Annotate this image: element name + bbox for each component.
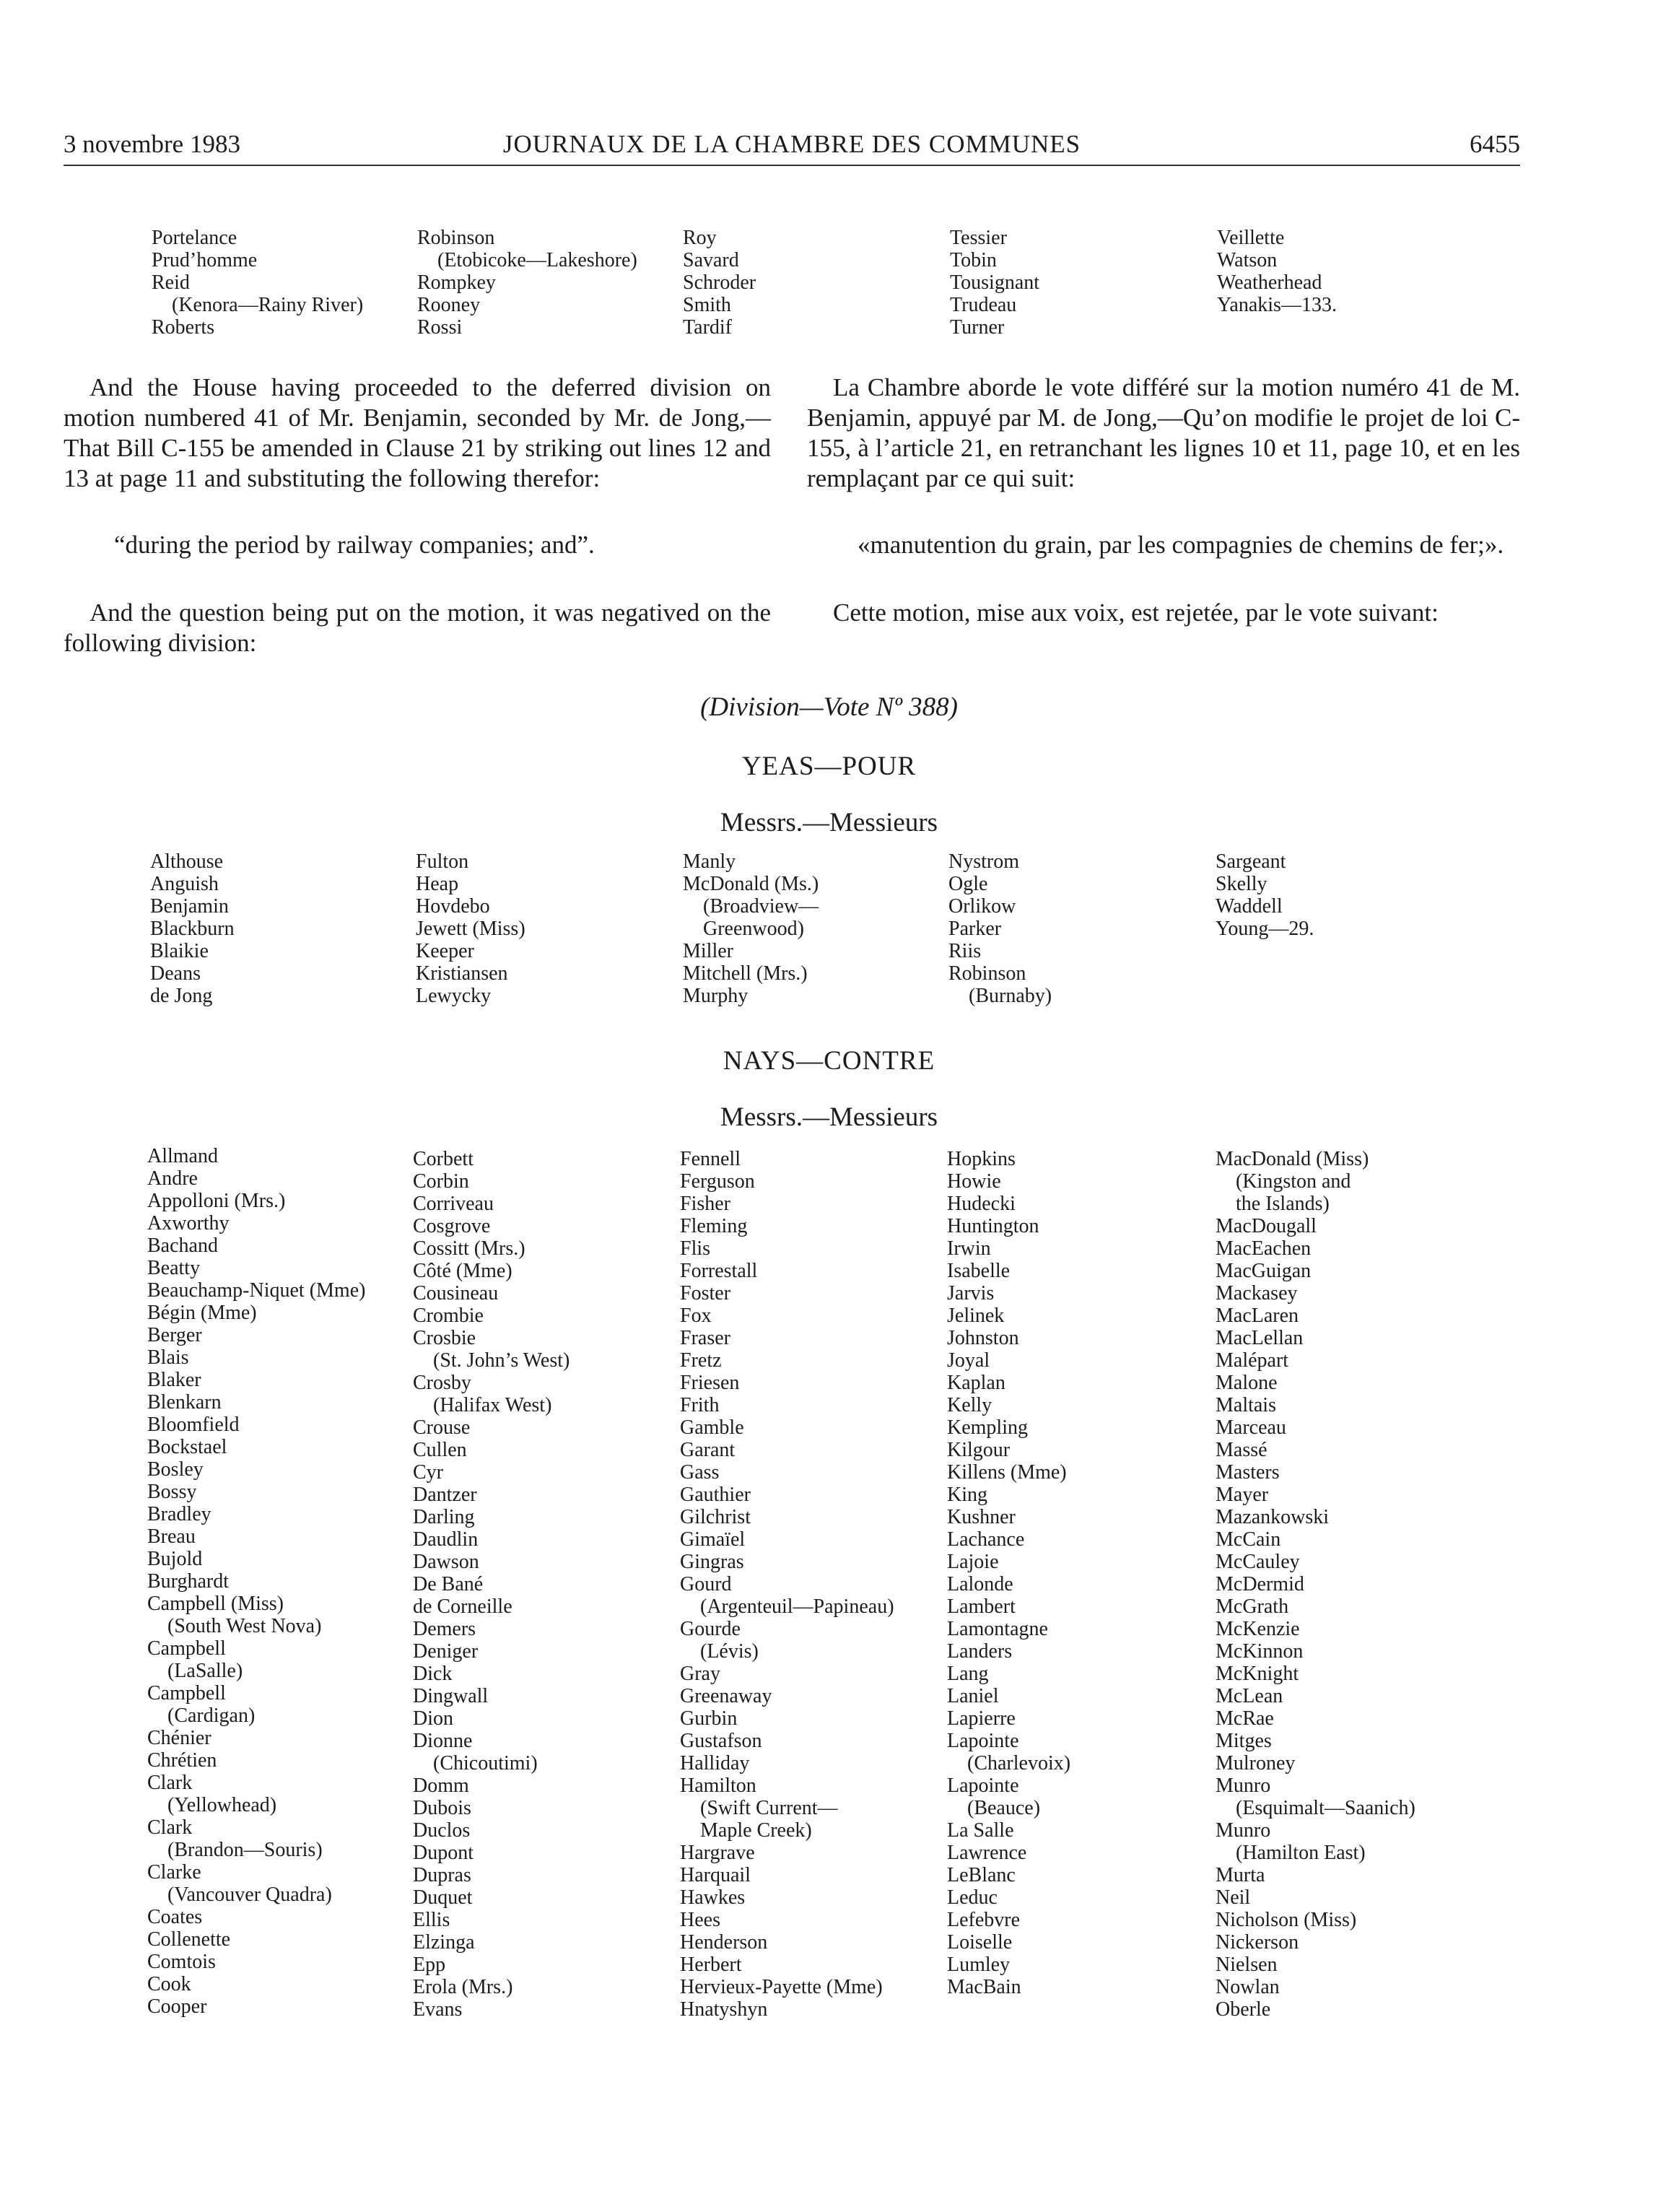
name-entry: Berger	[147, 1324, 202, 1346]
header-page-number: 6455	[1470, 130, 1520, 158]
name-entry: Epp	[413, 1954, 446, 1976]
yeas-heading: YEAS—POUR	[741, 752, 917, 781]
yeas-col-1	[150, 850, 235, 1007]
name-entry: Fretz	[680, 1349, 722, 1372]
name-entry: Hervieux-Payette (Mme)	[680, 1976, 883, 1998]
top-list-col-3	[683, 227, 756, 339]
name-entry: Bloomfield	[147, 1414, 240, 1436]
name-entry: Domm	[413, 1775, 469, 1797]
name-entry: Murphy	[683, 985, 749, 1007]
name-entry: Mitchell (Mrs.)	[683, 962, 808, 985]
name-entry: Clarke	[147, 1861, 201, 1884]
name-entry: Campbell	[147, 1637, 226, 1660]
name-entry: Lawrence	[947, 1842, 1027, 1864]
name-entry: Rooney	[417, 294, 481, 316]
amendment-quote-fr: «manutention du grain, par les compagnies de chemins de fer;».	[858, 531, 1504, 559]
nays-col-5	[1216, 1148, 1415, 2021]
name-entry: Masters	[1216, 1461, 1280, 1484]
name-entry: Dingwall	[413, 1685, 489, 1707]
name-entry: (Kenora—Rainy River)	[172, 294, 364, 316]
name-entry: Andre	[147, 1167, 198, 1190]
name-entry: Appolloni (Mrs.)	[147, 1190, 286, 1212]
name-entry: Blaker	[147, 1369, 201, 1391]
name-entry: (LaSalle)	[167, 1660, 243, 1682]
name-entry: Campbell (Miss)	[147, 1593, 284, 1615]
name-entry: Lapierre	[947, 1707, 1016, 1730]
name-entry: Watson	[1217, 249, 1278, 271]
amendment-quote-en: “during the period by railway companies; and”.	[114, 531, 595, 559]
name-entry: Corbett	[413, 1148, 474, 1170]
name-entry: Robinson	[417, 227, 495, 249]
name-entry: Lumley	[947, 1954, 1011, 1976]
name-entry: Halliday	[680, 1752, 750, 1775]
name-entry: Lapointe	[947, 1775, 1019, 1797]
name-entry: Keeper	[416, 940, 474, 962]
name-entry: Johnston	[947, 1327, 1019, 1349]
name-entry: Cousineau	[413, 1282, 499, 1305]
name-entry: Clark	[147, 1772, 193, 1794]
name-entry: Miller	[683, 940, 733, 962]
name-entry: Smith	[683, 294, 731, 316]
name-entry: (Charlevoix)	[967, 1752, 1071, 1775]
nays-messrs-heading: Messrs.—Messieurs	[720, 1102, 938, 1132]
name-entry: Allmand	[147, 1145, 218, 1167]
name-entry: Mitges	[1216, 1730, 1272, 1752]
name-entry: Fisher	[680, 1193, 730, 1215]
question-text-en: And the question being put on the motion, it was negatived on the following division:	[64, 598, 771, 657]
name-entry: Kilgour	[947, 1439, 1011, 1461]
name-entry: Killens (Mme)	[947, 1461, 1067, 1484]
name-entry: Chrétien	[147, 1749, 217, 1772]
name-entry: Bockstael	[147, 1436, 227, 1458]
name-entry: McCauley	[1216, 1551, 1300, 1573]
name-entry: Duquet	[413, 1886, 473, 1909]
name-entry: Ellis	[413, 1909, 450, 1931]
name-entry: Maltais	[1216, 1394, 1276, 1416]
name-entry: Bradley	[147, 1503, 211, 1525]
name-entry: Waddell	[1216, 895, 1283, 918]
name-entry: Ferguson	[680, 1170, 755, 1193]
name-entry: Henderson	[680, 1931, 768, 1954]
nays-heading: NAYS—CONTRE	[723, 1046, 935, 1076]
name-entry: Huntington	[947, 1215, 1039, 1237]
name-entry: Yanakis—133.	[1217, 294, 1337, 316]
name-entry: (Burnaby)	[969, 985, 1052, 1007]
name-entry: Fox	[680, 1305, 712, 1327]
header-rule	[64, 165, 1520, 166]
name-entry: Clark	[147, 1816, 193, 1839]
name-entry: Collenette	[147, 1928, 231, 1951]
name-entry: (Esquimalt—Saanich)	[1236, 1797, 1415, 1819]
name-entry: Munro	[1216, 1775, 1271, 1797]
name-entry: Malépart	[1216, 1349, 1289, 1372]
name-entry: Harquail	[680, 1864, 751, 1886]
name-entry: Crosby	[413, 1372, 471, 1394]
name-entry: Lamontagne	[947, 1618, 1048, 1640]
nays-col-4	[947, 1148, 1070, 1998]
name-entry: Landers	[947, 1640, 1013, 1663]
name-entry: Roy	[683, 227, 717, 249]
name-entry: Elzinga	[413, 1931, 475, 1954]
name-entry: (Brandon—Souris)	[167, 1839, 323, 1861]
name-entry: Joyal	[947, 1349, 990, 1372]
name-entry: Portelance	[152, 227, 237, 249]
name-entry: Cyr	[413, 1461, 443, 1484]
yeas-col-4	[948, 850, 1052, 1007]
name-entry: Marceau	[1216, 1416, 1286, 1439]
name-entry: Crombie	[413, 1305, 484, 1327]
name-entry: (Beauce)	[967, 1797, 1041, 1819]
name-entry: de Corneille	[413, 1595, 512, 1618]
name-entry: Maple Creek)	[700, 1819, 812, 1842]
name-entry: Bachand	[147, 1235, 218, 1257]
name-entry: Hopkins	[947, 1148, 1016, 1170]
name-entry: Dawson	[413, 1551, 479, 1573]
name-entry: Corbin	[413, 1170, 469, 1193]
name-entry: McCain	[1216, 1528, 1281, 1551]
name-entry: LeBlanc	[947, 1864, 1016, 1886]
name-entry: Evans	[413, 1998, 463, 2021]
name-entry: Bujold	[147, 1548, 203, 1570]
name-entry: Rossi	[417, 316, 463, 339]
name-entry: (Yellowhead)	[167, 1794, 277, 1816]
name-entry: Manly	[683, 850, 736, 873]
name-entry: Dubois	[413, 1797, 471, 1819]
name-entry: MacEachen	[1216, 1237, 1312, 1260]
name-entry: Dantzer	[413, 1484, 477, 1506]
name-entry: Dionne	[413, 1730, 473, 1752]
name-entry: Cooper	[147, 1995, 207, 2018]
name-entry: Demers	[413, 1618, 476, 1640]
name-entry: Gurbin	[680, 1707, 738, 1730]
name-entry: Cosgrove	[413, 1215, 491, 1237]
name-entry: Foster	[680, 1282, 730, 1305]
name-entry: McRae	[1216, 1707, 1274, 1730]
name-entry: Corriveau	[413, 1193, 494, 1215]
yeas-col-5	[1216, 850, 1314, 940]
name-entry: Tousignant	[950, 271, 1040, 294]
name-entry: Dupont	[413, 1842, 474, 1864]
name-entry: Chénier	[147, 1727, 211, 1749]
name-entry: Irwin	[947, 1237, 991, 1260]
header-date: 3 novembre 1983	[64, 130, 240, 158]
name-entry: Turner	[950, 316, 1005, 339]
name-entry: Isabelle	[947, 1260, 1011, 1282]
name-entry: Deans	[150, 962, 201, 985]
name-entry: Nystrom	[948, 850, 1019, 873]
name-entry: Breau	[147, 1525, 196, 1548]
name-entry: Mayer	[1216, 1484, 1269, 1506]
name-entry: Laniel	[947, 1685, 999, 1707]
name-entry: (Lévis)	[700, 1640, 759, 1663]
name-entry: Bosley	[147, 1458, 204, 1481]
name-entry: Nowlan	[1216, 1976, 1280, 1998]
name-entry: McLean	[1216, 1685, 1283, 1707]
question-text-fr: Cette motion, mise aux voix, est rejetée, par le vote suivant:	[833, 598, 1439, 627]
name-entry: Hamilton	[680, 1775, 756, 1797]
name-entry: Malone	[1216, 1372, 1278, 1394]
name-entry: Reid	[152, 271, 190, 294]
name-entry: (Chicoutimi)	[433, 1752, 538, 1775]
name-entry: Neil	[1216, 1886, 1251, 1909]
name-entry: Weatherhead	[1217, 271, 1322, 294]
name-entry: MacBain	[947, 1976, 1021, 1998]
name-entry: Crosbie	[413, 1327, 476, 1349]
top-list-col-1	[152, 227, 363, 339]
header-title: JOURNAUX DE LA CHAMBRE DES COMMUNES	[502, 130, 1081, 158]
nays-col-3	[680, 1148, 894, 2021]
name-entry: Tardif	[683, 316, 733, 339]
name-entry: Erola (Mrs.)	[413, 1976, 513, 1998]
name-entry: Coates	[147, 1906, 203, 1928]
name-entry: Young—29.	[1216, 918, 1314, 940]
name-entry: Riis	[948, 940, 982, 962]
name-entry: Duclos	[413, 1819, 471, 1842]
name-entry: Beatty	[147, 1257, 201, 1279]
name-entry: Campbell	[147, 1682, 226, 1704]
name-entry: Lang	[947, 1663, 989, 1685]
name-entry: Gourd	[680, 1573, 732, 1595]
name-entry: Gingras	[680, 1551, 744, 1573]
name-entry: Savard	[683, 249, 739, 271]
name-entry: Jelinek	[947, 1305, 1005, 1327]
name-entry: Cossitt (Mrs.)	[413, 1237, 525, 1260]
name-entry: Blais	[147, 1346, 189, 1369]
name-entry: Gilchrist	[680, 1506, 751, 1528]
name-entry: Lajoie	[947, 1551, 999, 1573]
name-entry: Gray	[680, 1663, 720, 1685]
name-entry: Bégin (Mme)	[147, 1302, 257, 1324]
name-entry: Veillette	[1217, 227, 1285, 249]
name-entry: Beauchamp-Niquet (Mme)	[147, 1279, 366, 1302]
name-entry: Kaplan	[947, 1372, 1005, 1394]
name-entry: Massé	[1216, 1439, 1268, 1461]
name-entry: Ogle	[948, 873, 988, 895]
name-entry: Crouse	[413, 1416, 471, 1439]
name-entry: (Etobicoke—Lakeshore)	[437, 249, 637, 271]
name-entry: Blackburn	[150, 918, 235, 940]
name-entry: MacGuigan	[1216, 1260, 1312, 1282]
name-entry: Anguish	[150, 873, 219, 895]
name-entry: Friesen	[680, 1372, 740, 1394]
name-entry: Orlikow	[948, 895, 1016, 918]
name-entry: Rompkey	[417, 271, 496, 294]
name-entry: Fennell	[680, 1148, 741, 1170]
motion-text-fr: La Chambre aborde le vote différé sur la motion numéro 41 de M. Benjamin, appuyé par M. de Jong,—Qu’on modifie le projet de loi C-155, à l’article 21, en retranchant les lignes 10 et 11, page 10, et en les remplaçant par ce qui suit:	[807, 373, 1520, 492]
name-entry: Dion	[413, 1707, 453, 1730]
name-entry: Blaikie	[150, 940, 209, 962]
name-entry: Althouse	[150, 850, 224, 873]
name-entry: Hawkes	[680, 1886, 746, 1909]
name-entry: Leduc	[947, 1886, 998, 1909]
name-entry: Tessier	[950, 227, 1007, 249]
top-list-col-4	[950, 227, 1039, 339]
name-entry: de Jong	[150, 985, 213, 1007]
nays-col-1	[147, 1145, 365, 2018]
name-entry: Nielsen	[1216, 1954, 1278, 1976]
name-entry: Cullen	[413, 1439, 467, 1461]
name-entry: Hudecki	[947, 1193, 1016, 1215]
name-entry: Nickerson	[1216, 1931, 1299, 1954]
yeas-messrs-heading: Messrs.—Messieurs	[720, 808, 938, 837]
division-title: (Division—Vote Nº 388)	[700, 692, 958, 722]
name-entry: King	[947, 1484, 987, 1506]
name-entry: (Swift Current—	[700, 1797, 838, 1819]
name-entry: Cook	[147, 1973, 191, 1995]
name-entry: Sargeant	[1216, 850, 1286, 873]
name-entry: Gamble	[680, 1416, 744, 1439]
name-entry: Dick	[413, 1663, 453, 1685]
name-entry: Dupras	[413, 1864, 471, 1886]
name-entry: Kelly	[947, 1394, 992, 1416]
name-entry: (St. John’s West)	[433, 1349, 570, 1372]
name-entry: MacDonald (Miss)	[1216, 1148, 1369, 1170]
name-entry: Kristiansen	[416, 962, 508, 985]
name-entry: Mackasey	[1216, 1282, 1298, 1305]
name-entry: Hargrave	[680, 1842, 755, 1864]
name-entry: McKinnon	[1216, 1640, 1304, 1663]
name-entry: Gimaïel	[680, 1528, 746, 1551]
name-entry: the Islands)	[1236, 1193, 1330, 1215]
name-entry: Garant	[680, 1439, 736, 1461]
name-entry: Bossy	[147, 1481, 197, 1503]
name-entry: Loiselle	[947, 1931, 1013, 1954]
name-entry: Lefebvre	[947, 1909, 1021, 1931]
name-entry: McKenzie	[1216, 1618, 1300, 1640]
name-entry: Blenkarn	[147, 1391, 222, 1414]
name-entry: MacDougall	[1216, 1215, 1317, 1237]
name-entry: La Salle	[947, 1819, 1014, 1842]
name-entry: Nicholson (Miss)	[1216, 1909, 1357, 1931]
name-entry: Hees	[680, 1909, 720, 1931]
name-entry: Deniger	[413, 1640, 479, 1663]
name-entry: Comtois	[147, 1951, 216, 1973]
name-entry: Greenaway	[680, 1685, 772, 1707]
name-entry: Axworthy	[147, 1212, 230, 1235]
name-entry: Lachance	[947, 1528, 1025, 1551]
name-entry: (Cardigan)	[167, 1704, 256, 1727]
name-entry: (Broadview—	[703, 895, 819, 918]
name-entry: Gauthier	[680, 1484, 751, 1506]
name-entry: Gass	[680, 1461, 720, 1484]
name-entry: Gustafson	[680, 1730, 762, 1752]
name-entry: Jarvis	[947, 1282, 995, 1305]
name-entry: Parker	[948, 918, 1002, 940]
page-header	[64, 130, 1520, 165]
name-entry: Lewycky	[416, 985, 492, 1007]
name-entry: Mazankowski	[1216, 1506, 1330, 1528]
name-entry: (Hamilton East)	[1236, 1842, 1366, 1864]
name-entry: (South West Nova)	[167, 1615, 322, 1637]
name-entry: Jewett (Miss)	[416, 918, 525, 940]
yeas-col-2	[416, 850, 525, 1007]
name-entry: Kushner	[947, 1506, 1016, 1528]
name-entry: Herbert	[680, 1954, 742, 1976]
name-entry: McGrath	[1216, 1595, 1289, 1618]
name-entry: Hovdebo	[416, 895, 490, 918]
name-entry: Fraser	[680, 1327, 730, 1349]
name-entry: Gourde	[680, 1618, 741, 1640]
name-entry: De Bané	[413, 1573, 484, 1595]
name-entry: Lalonde	[947, 1573, 1013, 1595]
name-entry: MacLellan	[1216, 1327, 1304, 1349]
name-entry: Murta	[1216, 1864, 1265, 1886]
name-entry: Frith	[680, 1394, 720, 1416]
name-entry: Côté (Mme)	[413, 1260, 512, 1282]
name-entry: Robinson	[948, 962, 1026, 985]
name-entry: (Kingston and	[1236, 1170, 1351, 1193]
name-entry: Benjamin	[150, 895, 229, 918]
name-entry: Greenwood)	[703, 918, 804, 940]
name-entry: Kempling	[947, 1416, 1028, 1439]
name-entry: (Vancouver Quadra)	[167, 1884, 332, 1906]
name-entry: Forrestall	[680, 1260, 758, 1282]
name-entry: Howie	[947, 1170, 1001, 1193]
name-entry: Heap	[416, 873, 459, 895]
name-entry: Skelly	[1216, 873, 1268, 895]
name-entry: Tobin	[950, 249, 997, 271]
name-entry: Schroder	[683, 271, 756, 294]
name-entry: Prud’homme	[152, 249, 258, 271]
name-entry: Oberle	[1216, 1998, 1271, 2021]
name-entry: McDermid	[1216, 1573, 1304, 1595]
name-entry: (Argenteuil—Papineau)	[700, 1595, 894, 1618]
name-entry: Flis	[680, 1237, 711, 1260]
name-entry: McDonald (Ms.)	[683, 873, 819, 895]
name-entry: Hnatyshyn	[680, 1998, 768, 2021]
top-list-col-2	[417, 227, 637, 339]
name-entry: Munro	[1216, 1819, 1271, 1842]
name-entry: Lapointe	[947, 1730, 1019, 1752]
yeas-col-3	[683, 850, 819, 1007]
name-entry: Mulroney	[1216, 1752, 1296, 1775]
top-list-col-5	[1217, 227, 1337, 316]
name-entry: Trudeau	[950, 294, 1017, 316]
name-entry: McKnight	[1216, 1663, 1299, 1685]
name-entry: (Halifax West)	[433, 1394, 552, 1416]
name-entry: MacLaren	[1216, 1305, 1299, 1327]
name-entry: Darling	[413, 1506, 475, 1528]
motion-text-en: And the House having proceeded to the deferred division on motion numbered 41 of Mr. Benjamin, seconded by Mr. de Jong,—That Bill C-155 be amended in Clause 21 by striking out lines 12 and 13 at page 11 and substituting the following therefor:	[64, 373, 771, 492]
name-entry: Fulton	[416, 850, 469, 873]
name-entry: Lambert	[947, 1595, 1016, 1618]
name-entry: Roberts	[152, 316, 215, 339]
nays-col-2	[413, 1148, 570, 2021]
name-entry: Burghardt	[147, 1570, 230, 1593]
name-entry: Fleming	[680, 1215, 748, 1237]
name-entry: Daudlin	[413, 1528, 479, 1551]
